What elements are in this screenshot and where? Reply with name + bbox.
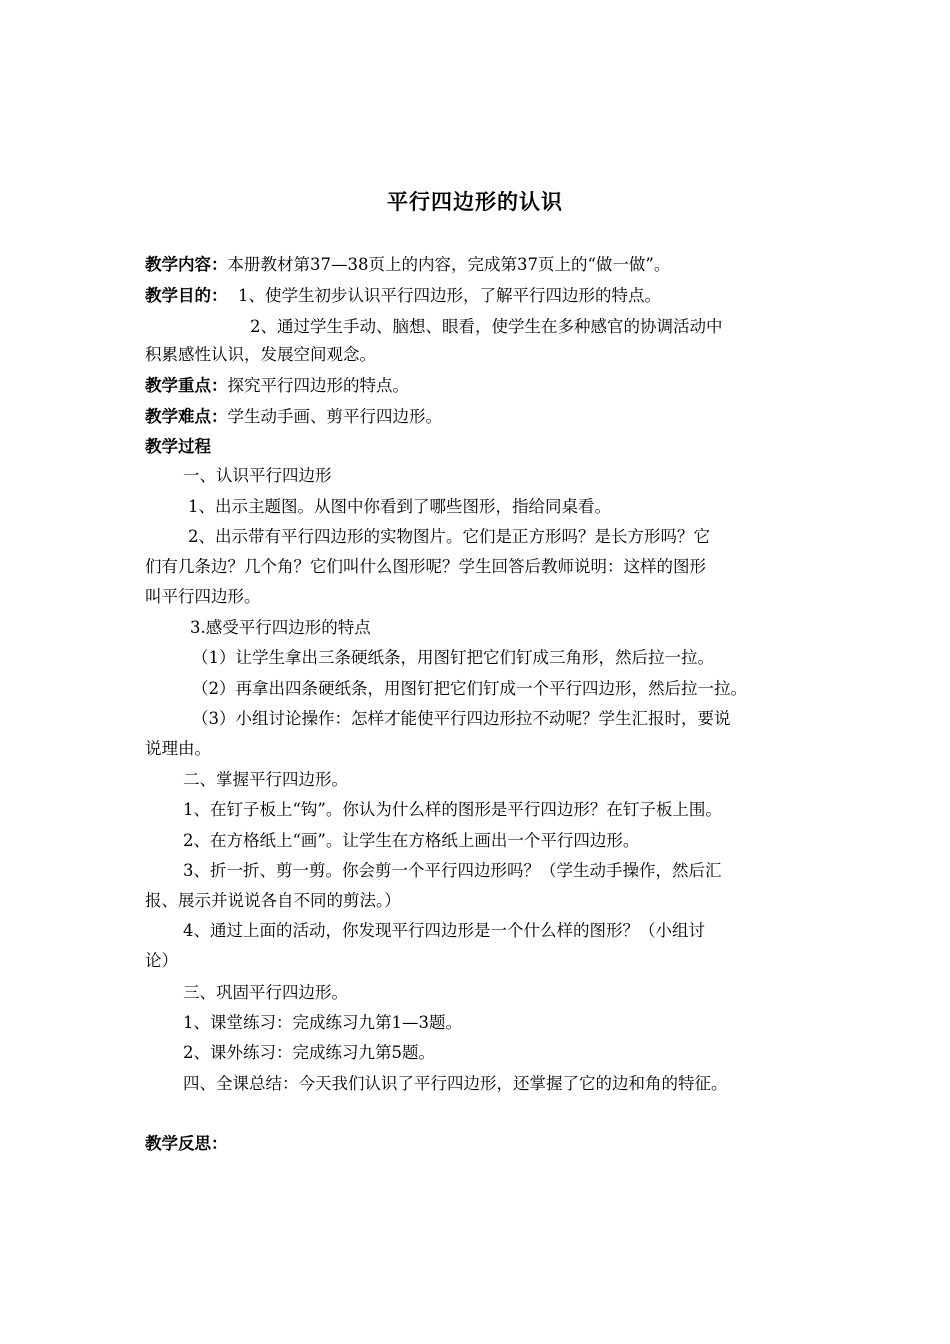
process-line: 3、折一折、剪一剪。你会剪一个平行四边形吗？（学生动手操作，然后汇 bbox=[183, 861, 722, 880]
process-line: （3）小组讨论操作：怎样才能使平行四边形拉不动呢？学生汇报时，要说 bbox=[192, 709, 731, 728]
objective-2-line1: 2、通过学生手动、脑想、眼看，使学生在多种感官的协调活动中 bbox=[250, 317, 723, 336]
process-line: （2）再拿出四条硬纸条，用图钉把它们钉成一个平行四边形，然后拉一拉。 bbox=[192, 679, 747, 698]
process-line: 1、课堂练习：完成练习九第1—3题。 bbox=[183, 1013, 462, 1032]
process-line: 二、掌握平行四边形。 bbox=[183, 770, 348, 789]
document-title: 平行四边形的认识 bbox=[387, 189, 563, 214]
process-line: 1、出示主题图。从图中你看到了哪些图形，指给同桌看。 bbox=[188, 497, 611, 516]
process-line: 报、展示并说说各自不同的剪法。） bbox=[145, 891, 401, 910]
process-line: 2、出示带有平行四边形的实物图片。它们是正方形吗？是长方形吗？它 bbox=[188, 527, 710, 546]
key-point-line bbox=[145, 373, 830, 399]
process-line: 说理由。 bbox=[145, 739, 211, 758]
process-line: （1）让学生拿出三条硬纸条，用图钉把它们钉成三角形，然后拉一拉。 bbox=[192, 648, 714, 667]
process-line: 3.感受平行四边形的特点 bbox=[190, 618, 371, 637]
process-line: 三、巩固平行四边形。 bbox=[183, 983, 348, 1002]
process-line: 2、在方格纸上“画”。让学生在方格纸上画出一个平行四边形。 bbox=[183, 831, 640, 850]
process-line: 一、认识平行四边形 bbox=[183, 466, 332, 485]
process-line: 们有几条边？几个角？它们叫什么图形呢？学生回答后教师说明：这样的图形 bbox=[145, 557, 706, 576]
process-line: 叫平行四边形。 bbox=[145, 587, 261, 606]
content-line bbox=[145, 252, 830, 278]
process-line: 2、课外练习：完成练习九第5题。 bbox=[183, 1043, 435, 1062]
objectives-label: 教学目的： bbox=[145, 286, 228, 305]
difficulty-line bbox=[145, 404, 830, 430]
objectives-line bbox=[145, 283, 830, 309]
objective-1: 1、使学生初步认识平行四边形，了解平行四边形的特点。 bbox=[238, 286, 661, 305]
key-point-text: 探究平行四边形的特点。 bbox=[227, 376, 409, 395]
process-line: 论） bbox=[145, 951, 178, 970]
process-line: 4、通过上面的活动，你发现平行四边形是一个什么样的图形？（小组讨 bbox=[183, 921, 705, 940]
content-label: 教学内容： bbox=[145, 255, 228, 274]
objective-2-line2: 积累感性认识，发展空间观念。 bbox=[145, 345, 376, 364]
reflection-label: 教学反思： bbox=[145, 1134, 228, 1153]
difficulty-text: 学生动手画、剪平行四边形。 bbox=[227, 407, 442, 426]
key-point-label: 教学重点： bbox=[145, 376, 228, 395]
process-line: 四、全课总结：今天我们认识了平行四边形，还掌握了它的边和角的特征。 bbox=[183, 1074, 728, 1093]
content-text: 本册教材第37—38页上的内容，完成第37页上的“做一做”。 bbox=[227, 255, 671, 274]
difficulty-label: 教学难点： bbox=[145, 407, 228, 426]
process-heading: 教学过程 bbox=[145, 437, 211, 456]
process-line: 1、在钉子板上“钩”。你认为什么样的图形是平行四边形？在钉子板上围。 bbox=[183, 800, 722, 819]
